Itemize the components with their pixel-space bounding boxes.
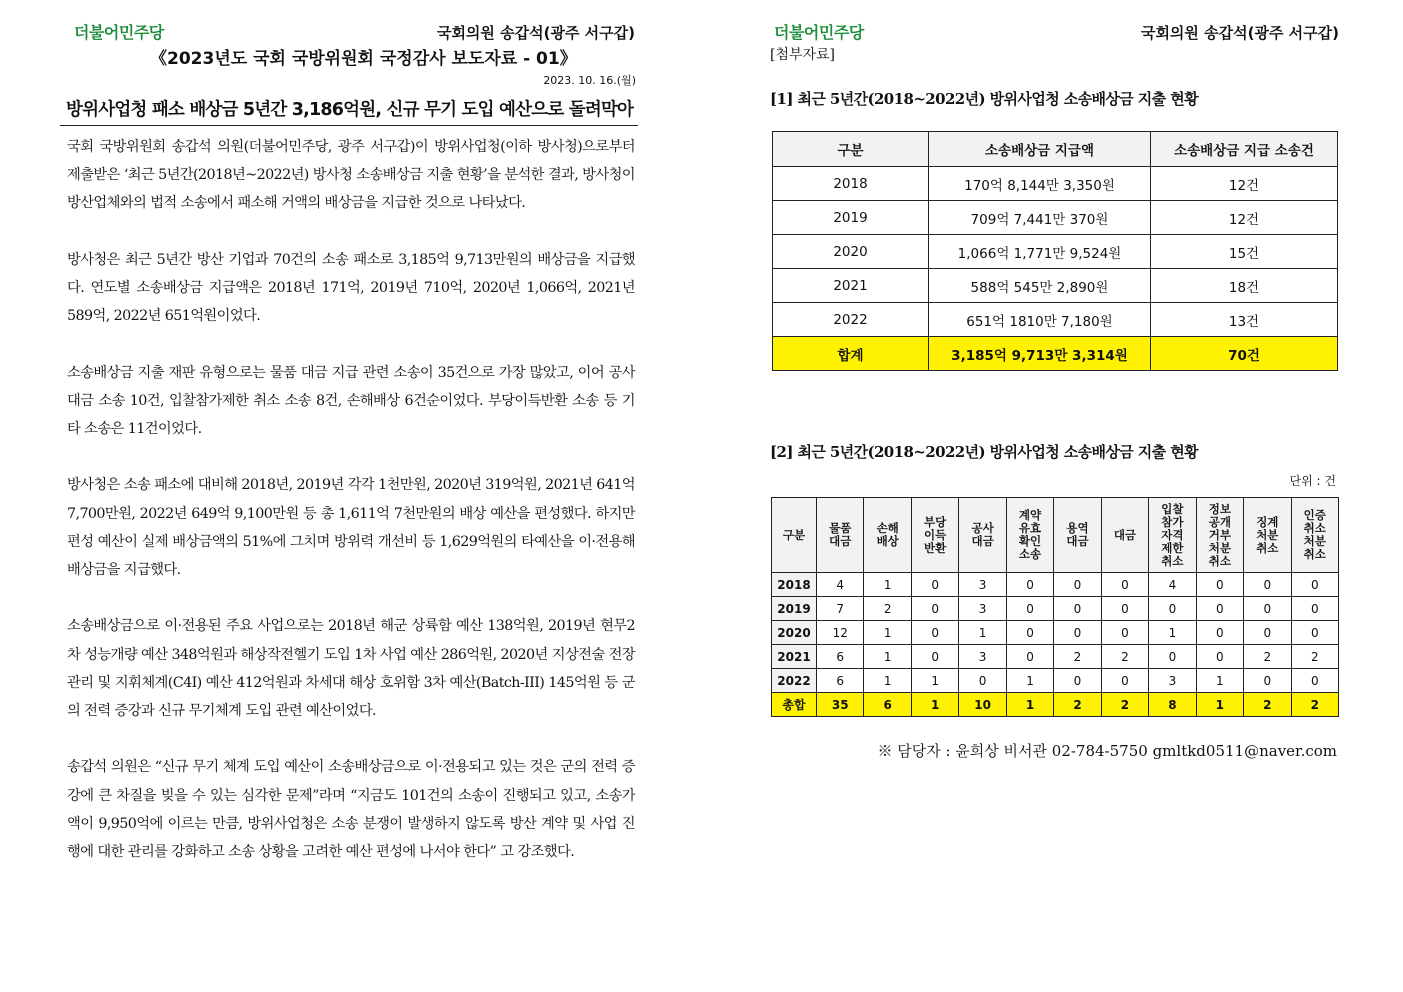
cell: 0 (1244, 621, 1291, 645)
cell: 2021 (773, 269, 929, 303)
table-row (773, 269, 1338, 303)
party-logo: 더불어민주당 (774, 23, 864, 42)
cell: 0 (1101, 621, 1148, 645)
cell: 4 (1149, 573, 1196, 597)
document-title: 《2023년도 국회 국방위원회 국정감사 보도자료 - 01》 (150, 49, 577, 69)
lawsuit-type-table (771, 497, 1339, 717)
cell: 2 (1291, 693, 1338, 717)
cell: 2021 (772, 645, 817, 669)
cell: 0 (1291, 621, 1338, 645)
header-cell: 정보 공개 거부 처분 취소 (1196, 498, 1243, 573)
cell: 0 (1149, 645, 1196, 669)
contact-info: ※ 담당자 : 윤희상 비서관 02-784-5750 gmltkd0511@naver.com (877, 742, 1337, 760)
header-cell: 입찰 참가 자격 제한 취소 (1149, 498, 1196, 573)
cell: 0 (1149, 597, 1196, 621)
headline-divider (60, 125, 638, 126)
table-row (772, 573, 1339, 597)
header-cell: 징계 처분 취소 (1244, 498, 1291, 573)
header-cell: 대금 (1101, 498, 1148, 573)
cell: 0 (1291, 597, 1338, 621)
cell: 총합 (772, 693, 817, 717)
right-page (700, 0, 1403, 992)
cell: 12건 (1151, 167, 1338, 201)
payout-summary-table (772, 131, 1338, 371)
cell: 4 (817, 573, 864, 597)
paragraph: 국회 국방위원회 송갑석 의원(더불어민주당, 광주 서구갑)이 방위사업청(이하 방사청)으로부터 제출받은 ‘최근 5년간(2018년~2022년) 방사청 소송배상금 지출 현황’을 분석한 결과, 방사청이 방산업체와의 법적 소송에서 패소해 거액의 배상금을 지급한 것으로 나타났다. (67, 139, 635, 212)
cell: 70건 (1151, 337, 1338, 371)
cell: 7 (817, 597, 864, 621)
cell: 1 (911, 669, 958, 693)
cell: 709억 7,441만 370원 (929, 201, 1151, 235)
cell: 1 (864, 669, 911, 693)
cell: 0 (911, 621, 958, 645)
cell: 2018 (773, 167, 929, 201)
cell: 2 (1054, 693, 1101, 717)
header-cell: 소송배상금 지급 소송건 (1151, 132, 1338, 167)
cell: 2022 (773, 303, 929, 337)
cell: 0 (911, 645, 958, 669)
unit-label: 단위 : 건 (1289, 474, 1336, 488)
cell: 6 (817, 645, 864, 669)
cell: 0 (1244, 669, 1291, 693)
cell: 588억 545만 2,890원 (929, 269, 1151, 303)
header-cell: 용역 대금 (1054, 498, 1101, 573)
header-cell: 계약 유효 확인 소송 (1006, 498, 1053, 573)
cell: 0 (959, 669, 1006, 693)
cell: 3,185억 9,713만 3,314원 (929, 337, 1151, 371)
cell: 0 (1006, 573, 1053, 597)
cell: 651억 1810만 7,180원 (929, 303, 1151, 337)
cell: 10 (959, 693, 1006, 717)
cell: 1 (864, 621, 911, 645)
paragraph: 송갑석 의원은 “신규 무기 체계 도입 예산이 소송배상금으로 이·전용되고 있는 것은 군의 전력 증강에 큰 차질을 빚을 수 있는 심각한 문제”라며 “지금도 101건의 소송이 진행되고 있고, 소송가액이 9,950억에 이르는 만큼, 방위사업청은 소송 분쟁이 발생하지 않도록 방산 계약 및 사업 진행에 대한 관리를 강화하고 소송 상황을 고려한 예산 편성에 나서야 한다” 고 강조했다. (67, 759, 635, 860)
cell: 3 (959, 573, 1006, 597)
cell: 0 (1054, 573, 1101, 597)
cell: 2022 (772, 669, 817, 693)
cell: 12건 (1151, 201, 1338, 235)
headline: 방위사업청 패소 배상금 5년간 3,186억원, 신규 무기 도입 예산으로 돌려막아 (66, 100, 634, 120)
cell: 1 (911, 693, 958, 717)
cell: 0 (1196, 573, 1243, 597)
cell: 0 (1196, 645, 1243, 669)
cell: 13건 (1151, 303, 1338, 337)
member-name: 국회의원 송갑석(광주 서구갑) (436, 24, 635, 42)
cell: 1 (1006, 669, 1053, 693)
cell: 35 (817, 693, 864, 717)
cell: 12 (817, 621, 864, 645)
left-page (0, 0, 700, 992)
cell: 170억 8,144만 3,350원 (929, 167, 1151, 201)
header-cell: 공사 대금 (959, 498, 1006, 573)
cell: 3 (959, 645, 1006, 669)
header-cell: 구분 (772, 498, 817, 573)
paragraph: 방사청은 최근 5년간 방산 기업과 70건의 소송 패소로 3,185억 9,713만원의 배상금을 지급했다. 연도별 소송배상금 지급액은 2018년 171억, 2019년 710억, 2020년 1,066억, 2021년 589억, 2022년 651억원이었다. (67, 251, 635, 325)
cell: 1 (1149, 621, 1196, 645)
cell: 2018 (772, 573, 817, 597)
cell: 1 (959, 621, 1006, 645)
cell: 2 (1244, 645, 1291, 669)
cell: 18건 (1151, 269, 1338, 303)
cell: 3 (1149, 669, 1196, 693)
table-header-row (773, 132, 1338, 167)
cell: 0 (911, 573, 958, 597)
header-cell: 물품 대금 (817, 498, 864, 573)
section1-title: [1] 최근 5년간(2018~2022년) 방위사업청 소송배상금 지출 현황 (770, 90, 1198, 108)
table-row (773, 167, 1338, 201)
cell: 0 (1101, 597, 1148, 621)
cell: 0 (911, 597, 958, 621)
cell: 0 (1006, 645, 1053, 669)
cell: 8 (1149, 693, 1196, 717)
cell: 0 (1006, 621, 1053, 645)
table-total-row (772, 693, 1339, 717)
table-row (772, 597, 1339, 621)
cell: 2 (1291, 645, 1338, 669)
cell: 3 (959, 597, 1006, 621)
cell: 0 (1244, 597, 1291, 621)
header-cell: 인증 취소 처분 취소 (1291, 498, 1338, 573)
table-row (773, 235, 1338, 269)
section2-title: [2] 최근 5년간(2018~2022년) 방위사업청 소송배상금 지출 현황 (770, 443, 1198, 461)
cell: 6 (817, 669, 864, 693)
cell: 2019 (773, 201, 929, 235)
cell: 0 (1054, 669, 1101, 693)
cell: 0 (1101, 573, 1148, 597)
paragraph: 소송배상금으로 이·전용된 주요 사업으로는 2018년 해군 상륙함 예산 138억원, 2019년 현무2차 성능개량 예산 348억원과 해상작전헬기 도입 1차 사업 예산 286억원, 2020년 지상전술 전장관리 및 지휘체계(C4I) 예산 412억원과 차세대 해상 호위함 3차 예산(Batch-III) 145억원 등 군의 전력 증강과 신규 무기체계 도입 관련 예산이었다. (67, 618, 635, 719)
table-row (773, 201, 1338, 235)
cell: 1 (864, 573, 911, 597)
header-cell: 소송배상금 지급액 (929, 132, 1151, 167)
cell: 1 (864, 645, 911, 669)
table-row (772, 621, 1339, 645)
member-name: 국회의원 송갑석(광주 서구갑) (1140, 24, 1339, 42)
table-row (772, 669, 1339, 693)
header-cell: 손해 배상 (864, 498, 911, 573)
cell: 0 (1196, 621, 1243, 645)
table-total-row (773, 337, 1338, 371)
table-header-row (772, 498, 1339, 573)
cell: 0 (1291, 573, 1338, 597)
cell: 0 (1196, 597, 1243, 621)
cell: 2020 (772, 621, 817, 645)
cell: 2 (864, 597, 911, 621)
header-cell: 부당 이득 반환 (911, 498, 958, 573)
cell: 2 (1054, 645, 1101, 669)
cell: 1,066억 1,771만 9,524원 (929, 235, 1151, 269)
cell: 2 (1101, 645, 1148, 669)
cell: 0 (1101, 669, 1148, 693)
cell: 1 (1006, 693, 1053, 717)
press-body (67, 133, 635, 894)
table-body (772, 573, 1339, 717)
cell: 0 (1291, 669, 1338, 693)
paragraph: 소송배상금 지출 재판 유형으로는 물품 대금 지급 관련 소송이 35건으로 가장 많았고, 이어 공사대금 소송 10건, 입찰참가제한 취소 소송 8건, 손해배상 6건순이었다. 부당이득반환 소송 등 기타 소송은 11건이었다. (67, 364, 635, 437)
cell: 2020 (773, 235, 929, 269)
cell: 6 (864, 693, 911, 717)
cell: 1 (1196, 693, 1243, 717)
header-cell: 구분 (773, 132, 929, 167)
cell: 15건 (1151, 235, 1338, 269)
cell: 2 (1244, 693, 1291, 717)
attachment-label: [첨부자료] (770, 47, 836, 63)
party-logo: 더불어민주당 (74, 23, 164, 42)
cell: 0 (1244, 573, 1291, 597)
cell: 0 (1054, 597, 1101, 621)
cell: 2019 (772, 597, 817, 621)
cell: 합계 (773, 337, 929, 371)
table-row (772, 645, 1339, 669)
cell: 2 (1101, 693, 1148, 717)
paragraph: 방사청은 소송 패소에 대비해 2018년, 2019년 각각 1천만원, 2020년 319억원, 2021년 641억 7,700만원, 2022년 649억 9,100만원 등 총 1,611억 7천만원의 배상 예산을 편성했다. 하지만 편성 예산이 실제 배상금액의 51%에 그치며 방위력 개선비 등 1,629억원의 타예산을 이·전용해 배상금을 지급했다. (67, 477, 635, 578)
table-row (773, 303, 1338, 337)
cell: 1 (1196, 669, 1243, 693)
cell: 0 (1054, 621, 1101, 645)
release-date: 2023. 10. 16.(월) (543, 74, 636, 87)
cell: 0 (1006, 597, 1053, 621)
